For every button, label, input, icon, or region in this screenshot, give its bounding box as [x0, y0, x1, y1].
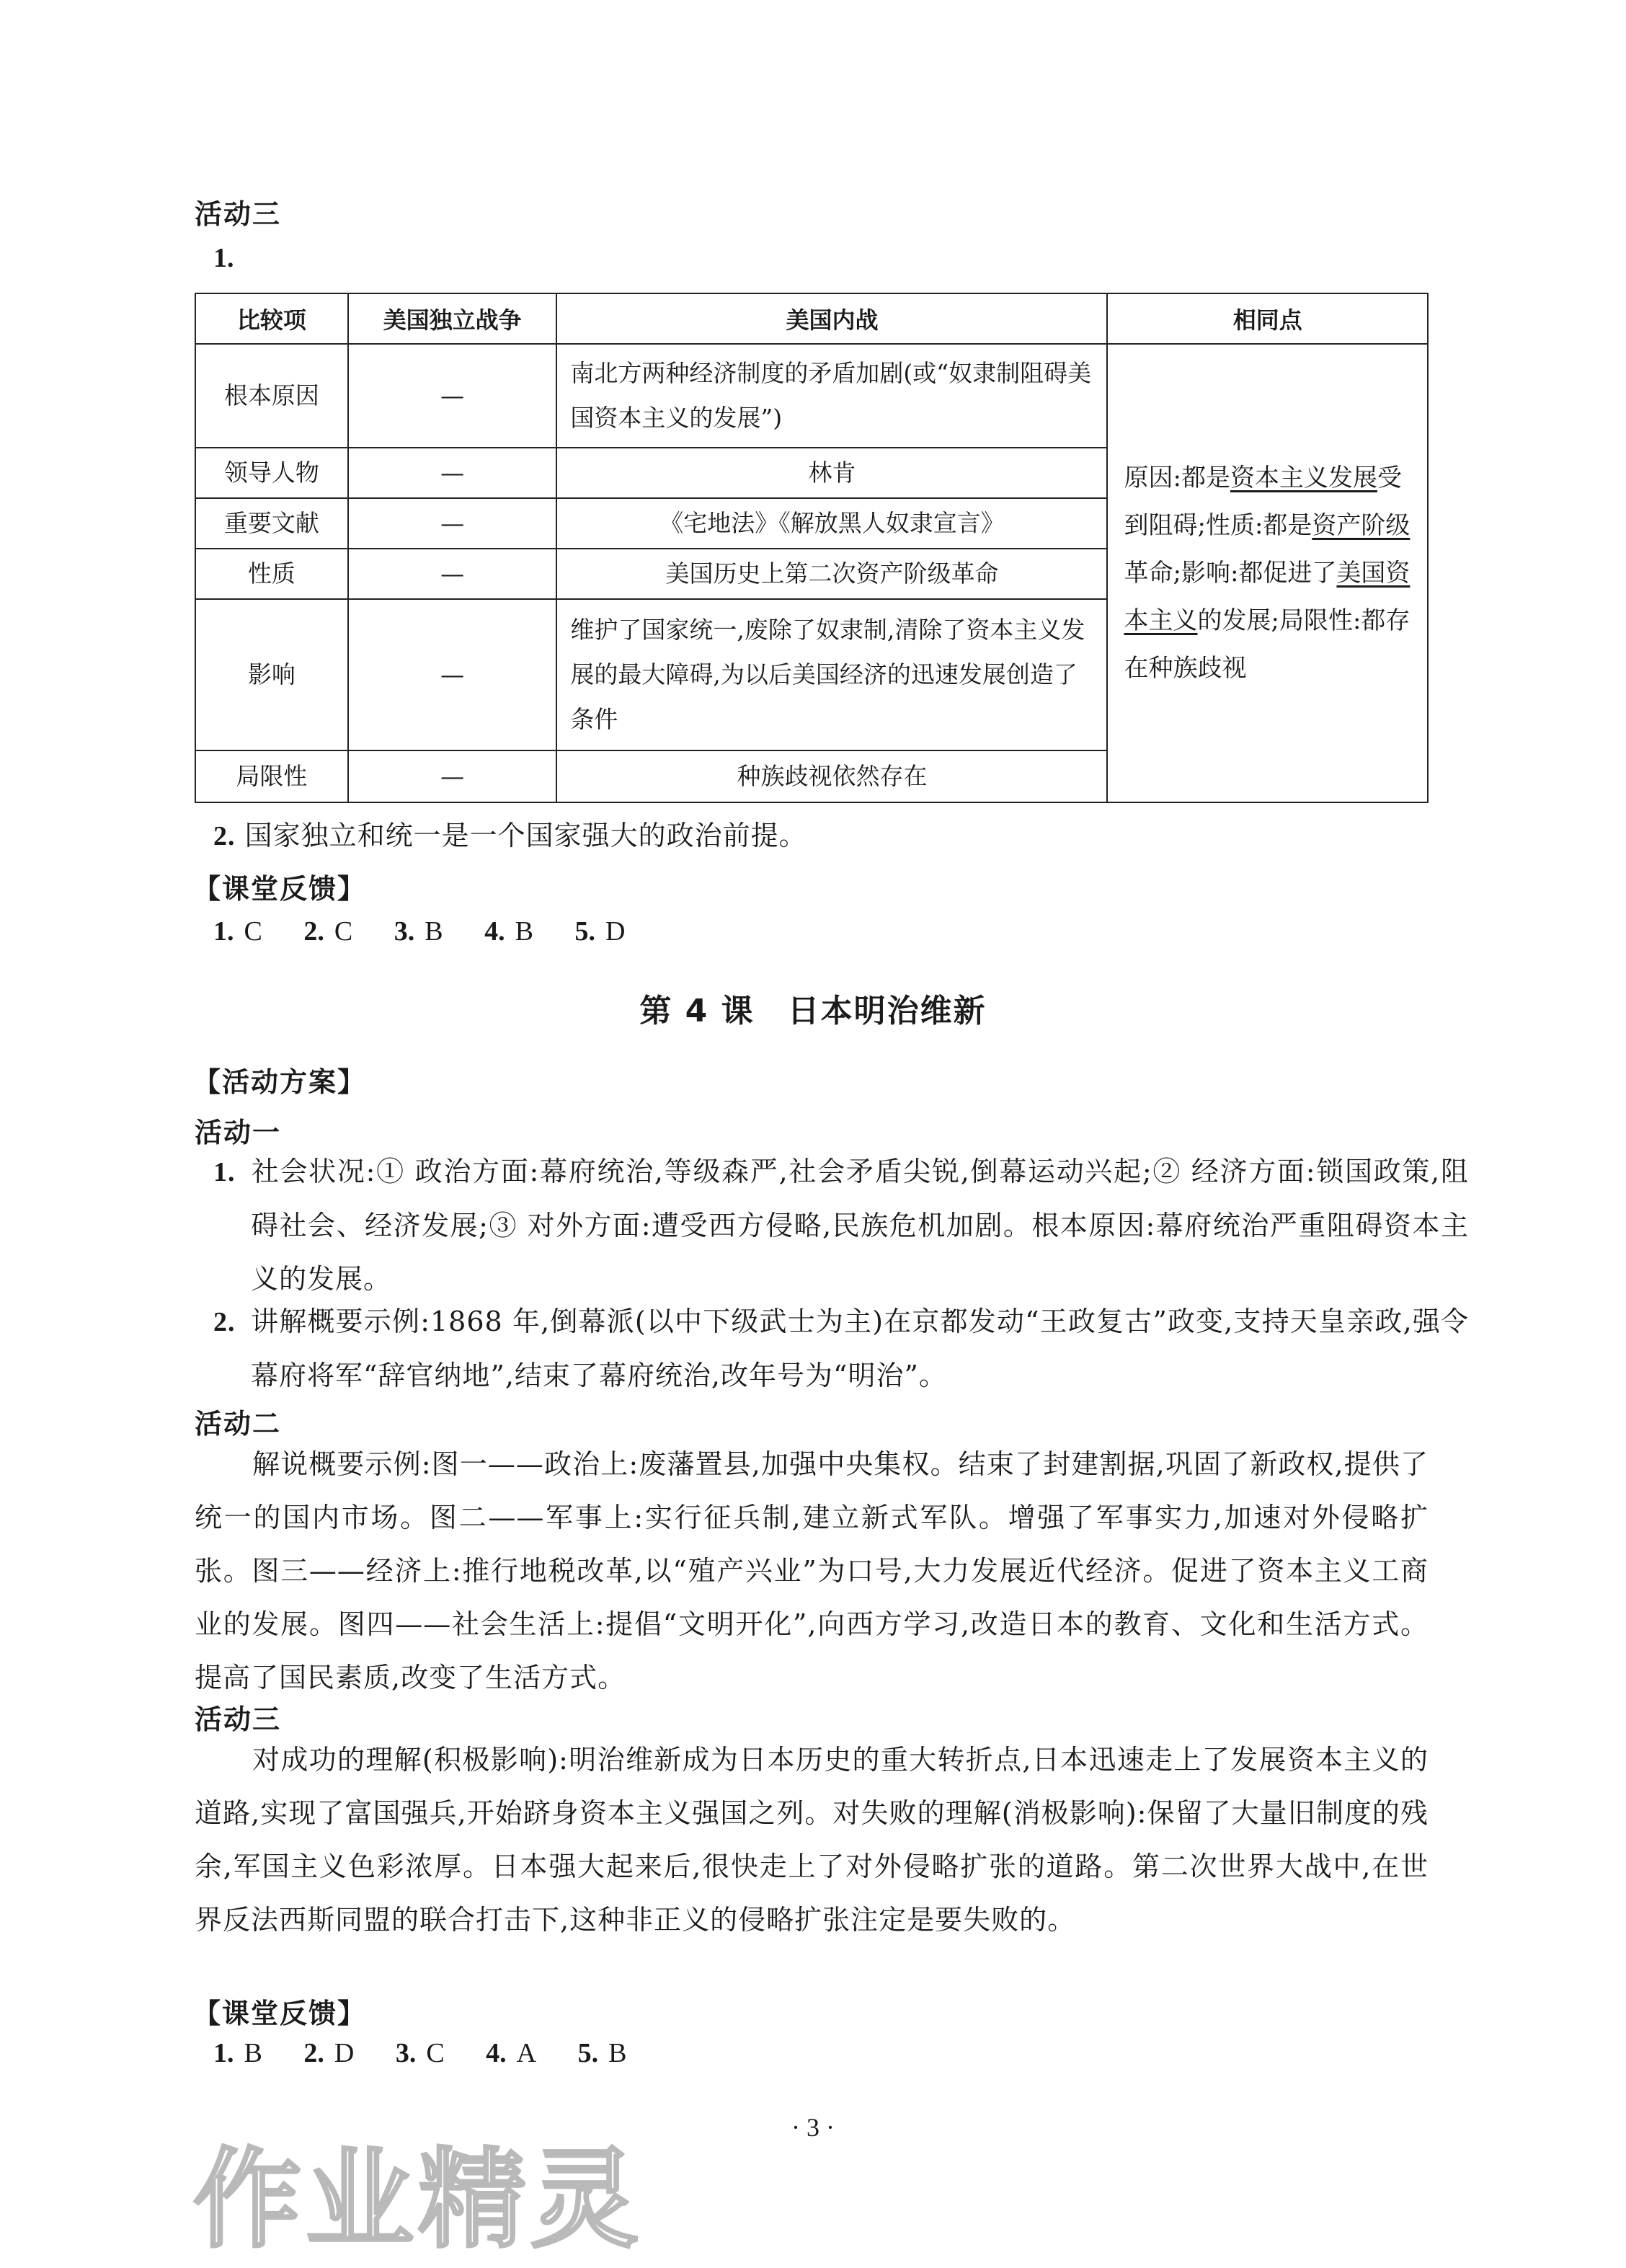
answer-number: 4. [486, 2038, 507, 2068]
answer-choice: B [244, 2038, 262, 2068]
similarities-text: 的发展;局限性:都存在种族歧视 [1124, 606, 1410, 683]
answer-choice: D [334, 2038, 355, 2068]
underlined-answer: 资产阶级 [1312, 511, 1410, 540]
section-heading-activity-3: 活动三 [195, 198, 282, 230]
answer-list-2 [213, 2037, 661, 2069]
row-label: 领导人物 [195, 448, 348, 498]
item-text: 社会状况:① 政治方面:幕府统治,等级森严,社会矛盾尖锐,倒幕运动兴起;② 经济方面:锁国政策,阻碍社会、经济发展;③ 对外方面:遭受西方侵略,民族危机加剧。根本原因:幕府统治严重阻碍资本主义的发展。 [251, 1156, 1469, 1295]
cell-independence-war: — [348, 448, 557, 498]
answer-number: 5. [574, 916, 595, 947]
lesson-title: 第 4 课 日本明治维新 [639, 993, 987, 1029]
cell-independence-war: — [348, 549, 557, 599]
row-label: 局限性 [195, 750, 348, 802]
answer-choice: C [426, 2038, 445, 2068]
similarities-text: 原因:都是 [1124, 464, 1230, 492]
cell-civil-war: 南北方两种经济制度的矛盾加剧(或“奴隶制阻碍美国资本主义的发展”) [556, 344, 1107, 448]
answer-number: 3. [394, 916, 415, 947]
table-header: 比较项 [195, 293, 348, 344]
plan-heading: 【活动方案】 [193, 1066, 367, 1098]
answer-item [574, 916, 625, 947]
answer-number: 4. [484, 916, 505, 947]
item-text: 国家独立和统一是一个国家强大的政治前提。 [244, 820, 807, 851]
cell-independence-war: — [348, 750, 557, 802]
answer-choice: D [605, 916, 626, 947]
answer-number: 1. [213, 916, 234, 947]
similarities-text: 受到阻碍;性质:都是 [1124, 464, 1402, 540]
answer-choice: A [516, 2038, 537, 2068]
table-header: 美国独立战争 [348, 293, 557, 344]
cell-similarities [1107, 344, 1428, 802]
answer-item [396, 2037, 445, 2069]
answer-choice: B [608, 2038, 627, 2068]
item-text: 讲解概要示例:1868 年,倒幕派(以中下级武士为主)在京都发动“王政复古”政变,支持天皇亲政,强令幕府将军“辞官纳地”,结束了幕府统治,改年号为“明治”。 [251, 1306, 1469, 1391]
activity-1-item-1 [213, 1145, 1469, 1306]
cell-independence-war: — [348, 498, 557, 549]
answer-number: 2. [303, 916, 324, 947]
activity-3-paragraph: 对成功的理解(积极影响):明治维新成为日本历史的重大转折点,日本迅速走上了发展资本主义的道路,实现了富国强兵,开始跻身资本主义强国之列。对失败的理解(消极影响):保留了大量旧制度的残余,军国主义色彩浓厚。日本强大起来后,很快走上了对外侵略扩张的道路。第二次世界大战中,在世界反法西斯同盟的联合打击下,这种非正义的侵略扩张注定是要失败的。 [195, 1744, 1429, 1936]
row-label: 影响 [195, 599, 348, 750]
answer-number: 2. [303, 2038, 324, 2068]
answer-item [303, 916, 352, 947]
watermark-logo: 作业精灵 [193, 2138, 644, 2263]
underlined-answer: 资本主义发展 [1230, 464, 1377, 492]
answer-number: 5. [577, 2038, 599, 2068]
feedback-heading: 【课堂反馈】 [193, 873, 367, 905]
table-header-row [195, 293, 1428, 344]
row-label: 性质 [195, 549, 348, 599]
answer-choice: B [425, 916, 443, 947]
section-heading-activity-1: 活动一 [195, 1117, 282, 1148]
answer-choice: C [334, 916, 353, 947]
table-row [195, 344, 1428, 448]
feedback-heading-2: 【课堂反馈】 [193, 1998, 367, 2029]
answer-item [213, 916, 262, 947]
page-number: · 3 · [791, 2113, 835, 2142]
item-number: 2. [213, 821, 236, 851]
underlined-answer: 美国资本主义 [1124, 559, 1410, 635]
answer-item [578, 2037, 627, 2069]
cell-civil-war: 美国历史上第二次资产阶级革命 [556, 549, 1107, 599]
table-header: 美国内战 [556, 293, 1107, 344]
cell-civil-war: 林肯 [556, 448, 1107, 498]
cell-independence-war: — [348, 344, 557, 448]
answer-item [486, 2037, 536, 2069]
answer-number: 3. [395, 2038, 417, 2068]
answer-choice: C [244, 916, 262, 947]
answer-item [484, 916, 533, 947]
item-number: 1. [213, 243, 234, 273]
answer-item [213, 2037, 262, 2069]
answer-item [303, 2037, 354, 2069]
comparison-table [195, 293, 1429, 803]
cell-civil-war: 种族歧视依然存在 [556, 750, 1107, 802]
similarities-text: 革命;影响:都促进了 [1124, 559, 1337, 588]
activity-2-paragraph: 解说概要示例:图一——政治上:废藩置县,加强中央集权。结束了封建割据,巩固了新政权,提供了统一的国内市场。图二——军事上:实行征兵制,建立新式军队。增强了军事实力,加速对外侵略扩张。图三——经济上:推行地税改革,以“殖产兴业”为口号,大力发展近代经济。促进了资本主义工商业的发展。图四——社会生活上:提倡“文明开化”,向西方学习,改造日本的教育、文化和生活方式。提高了国民素质,改变了生活方式。 [195, 1448, 1429, 1693]
activity-1-item-2 [213, 1295, 1469, 1402]
answer-item [394, 916, 443, 947]
answer-number: 1. [213, 2038, 234, 2068]
section-heading-activity-2: 活动二 [195, 1408, 282, 1440]
cell-civil-war: 维护了国家统一,废除了奴隶制,清除了资本主义发展的最大障碍,为以后美国经济的迅速发展创造了条件 [556, 599, 1107, 750]
item-number: 1. [213, 1157, 236, 1187]
item-number: 2. [213, 1307, 236, 1337]
section-heading-activity-3b: 活动三 [195, 1704, 282, 1735]
row-label: 重要文献 [195, 498, 348, 549]
table-header: 相同点 [1107, 293, 1428, 344]
cell-civil-war: 《宅地法》《解放黑人奴隶宣言》 [556, 498, 1107, 549]
row-label: 根本原因 [195, 344, 348, 448]
cell-independence-war: — [348, 599, 557, 750]
answer-list [213, 916, 659, 947]
item-2 [213, 809, 807, 863]
answer-choice: B [515, 916, 533, 947]
